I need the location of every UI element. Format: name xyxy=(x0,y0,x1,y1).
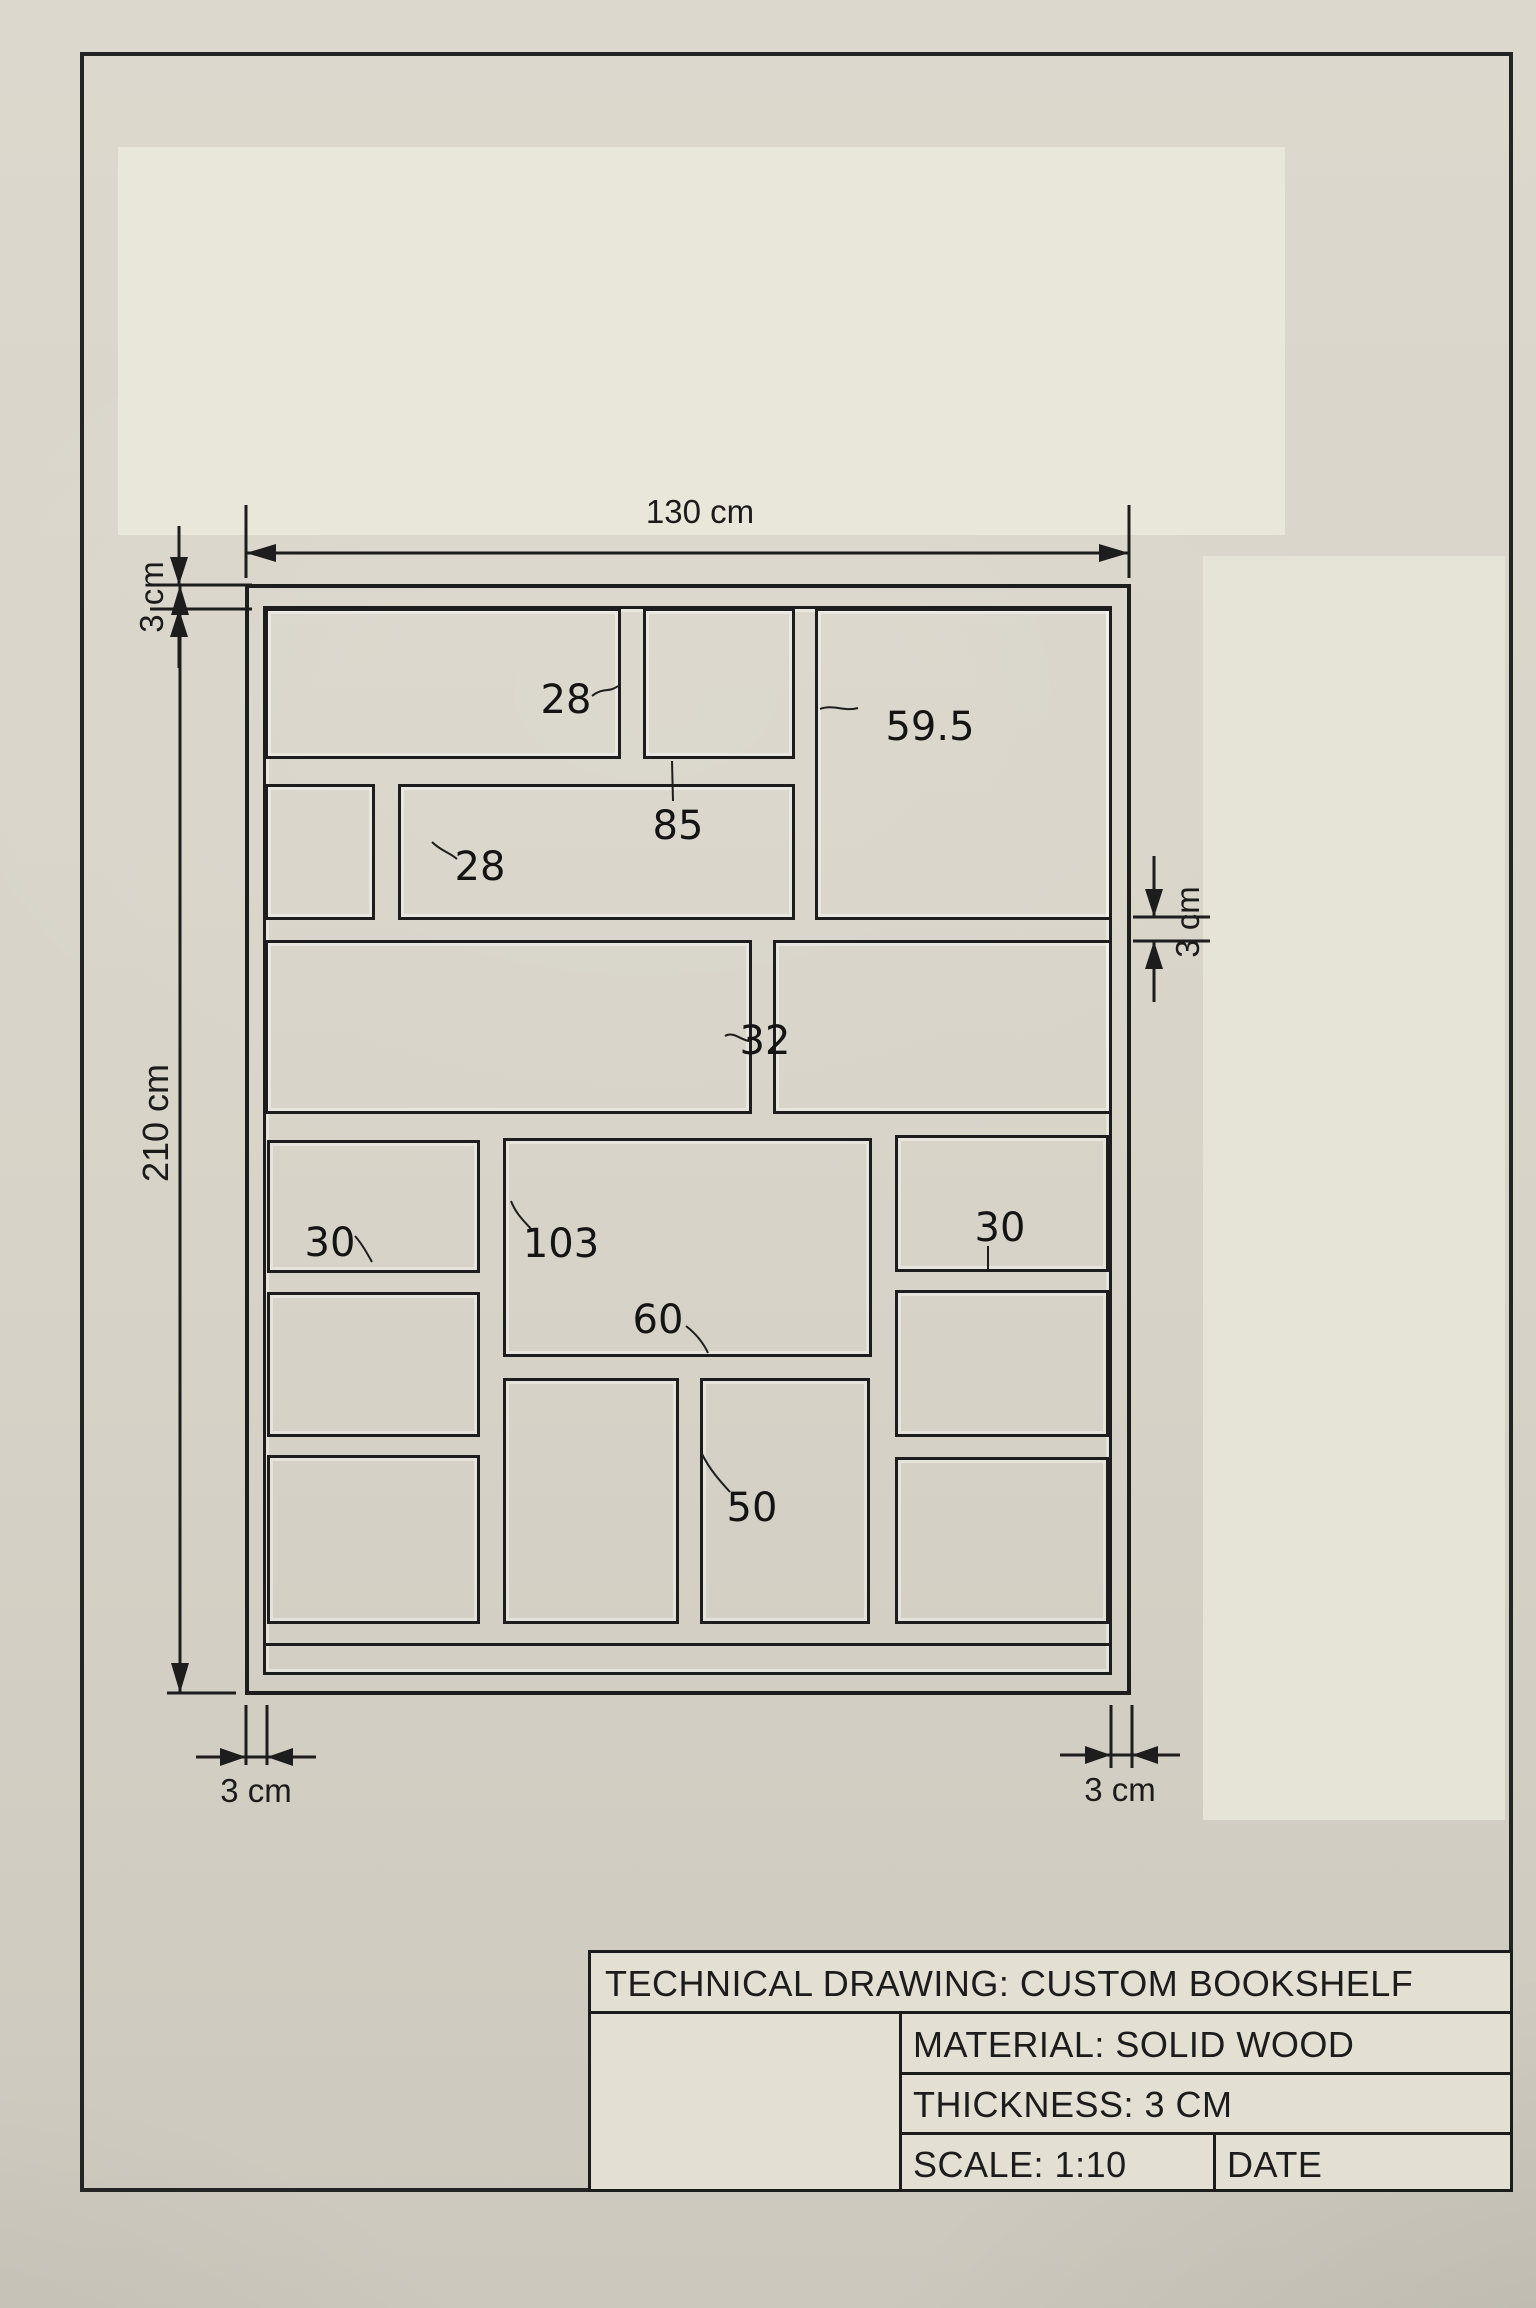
arrow-up-icon xyxy=(1145,941,1163,969)
dimension-thickness-bottom-left: 3 cm xyxy=(220,1772,292,1809)
label-bottom-center: 50 xyxy=(726,1485,778,1531)
arrow-down-icon xyxy=(1145,889,1163,917)
dimension-overall-width: 130 cm xyxy=(645,493,755,530)
dimension-overall-height: 210 cm xyxy=(135,1063,176,1183)
arrow-left-icon xyxy=(1132,1746,1158,1764)
label-row3-divider: 32 xyxy=(739,1018,791,1064)
title-block-date: DATE xyxy=(1227,2144,1323,2185)
label-row2-wide: 85 xyxy=(652,803,704,849)
label-center-tall: 103 xyxy=(522,1221,600,1267)
label-center-shelf: 60 xyxy=(632,1297,684,1343)
arrow-down-icon xyxy=(171,1663,189,1693)
dimension-thickness-bottom-right: 3 cm xyxy=(1084,1771,1156,1808)
dimension-thickness-right: 3 cm xyxy=(1169,886,1206,958)
arrow-right-icon xyxy=(220,1748,246,1766)
title-block-line xyxy=(899,2132,1510,2135)
arrow-right-icon xyxy=(1099,544,1129,562)
title-block-line xyxy=(899,2072,1510,2075)
label-row2-divider: 28 xyxy=(454,844,506,890)
title-block-line xyxy=(591,2011,1510,2014)
title-block xyxy=(588,1950,1513,2192)
label-right-column: 30 xyxy=(974,1205,1026,1251)
title-block-title: TECHNICAL DRAWING: CUSTOM BOOKSHELF xyxy=(605,1963,1414,2004)
dimension-thickness-top-left: 3 cm xyxy=(133,561,170,633)
label-right-tall: 59.5 xyxy=(885,704,975,750)
title-block-line xyxy=(1213,2132,1216,2189)
title-block-scale: SCALE: 1:10 xyxy=(913,2144,1127,2185)
arrow-down-icon xyxy=(170,557,188,585)
arrow-left-icon xyxy=(246,544,276,562)
label-left-column: 30 xyxy=(304,1220,356,1266)
arrow-left-icon xyxy=(267,1748,293,1766)
title-block-thickness: THICKNESS: 3 CM xyxy=(913,2084,1233,2125)
title-block-line xyxy=(899,2011,902,2189)
arrow-right-icon xyxy=(1085,1746,1111,1764)
arrow-up-icon xyxy=(171,585,189,615)
title-block-material: MATERIAL: SOLID WOOD xyxy=(913,2024,1355,2065)
label-row1-divider: 28 xyxy=(540,677,592,723)
